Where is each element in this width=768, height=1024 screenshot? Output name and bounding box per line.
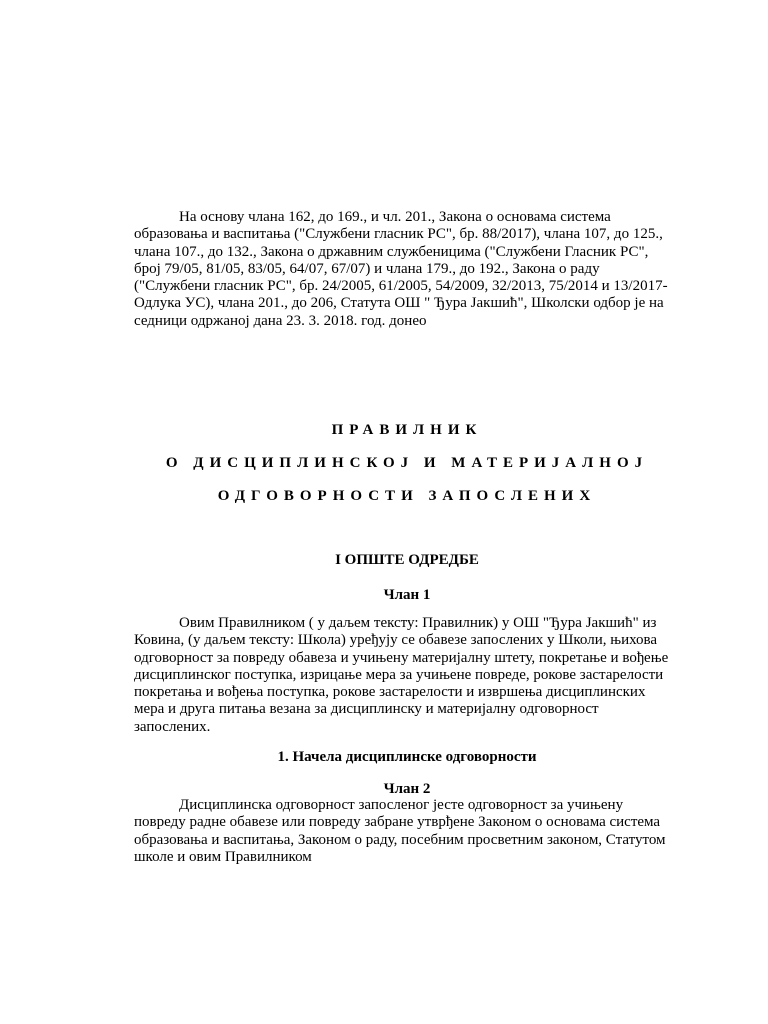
preamble-line: На основу члана 162, до 169., и чл. 201., Закона о основама система	[179, 209, 611, 225]
article-1-paragraph	[134, 615, 680, 736]
preamble-line: седници одржаној дана 23. 3. 2018. год. донео	[134, 312, 427, 329]
preamble-line: образовања и васпитања ("Службени гласник РС", бр. 88/2017), члана 107, до 125.,	[134, 226, 663, 243]
document-subtitle-2: ОДГОВОРНОСТИ ЗАПОСЛЕНИХ	[217, 488, 597, 504]
article-line: запослених.	[134, 718, 211, 735]
preamble-paragraph	[134, 209, 680, 330]
document-title: ПРАВИЛНИК	[331, 422, 483, 438]
article-line: покретања и вођења поступка, рокове застарелости и извршења дисциплинских	[134, 684, 646, 701]
article-line: одговорност за повреду обавеза и учињену материјалну штету, покретање и вођење	[134, 649, 669, 666]
article-line: Овим Правилником ( у даљем тексту: Правилник) у ОШ "Ђура Јакшић" из	[179, 615, 657, 631]
article-2-paragraph	[134, 797, 680, 866]
article-line: мера и друга питања везана за дисциплинску и материјалну одговорност	[134, 701, 599, 718]
article-line: Ковина, (у даљем тексту: Школа) уређују се обавезе запослених у Школи, њихова	[134, 632, 658, 649]
article-line: школе и овим Правилником	[134, 848, 312, 865]
preamble-line: Одлука УС), члана 201., до 206, Статута ОШ " Ђура Јакшић", Школски одбор је на	[134, 295, 664, 312]
document-subtitle: О ДИСЦИПЛИНСКОЈ И МАТЕРИЈАЛНОЈ	[165, 455, 649, 471]
article-1-heading: Члан 1	[383, 587, 431, 603]
preamble-line: ("Службени гласник РС", бр. 24/2005, 61/2005, 54/2009, 32/2013, 75/2014 и 13/2017-	[134, 278, 668, 295]
article-2-heading: Члан 2	[383, 781, 431, 797]
article-line: образовања и васпитања, Законом о раду, посебним просветним законом, Статутом	[134, 831, 666, 848]
article-line: Дисциплинска одговорност запосленог јесте одговорност за учињену	[179, 797, 624, 813]
subsection-heading: 1. Начела дисциплинске одговорности	[277, 749, 537, 765]
preamble-line: члана 107., до 132., Закона о државним службеницима ("Службени Гласник РС",	[134, 243, 649, 260]
article-line: повреду радне обавезе или повреду забране утврђене Законом о основама система	[134, 814, 661, 831]
preamble-line: број 79/05, 81/05, 83/05, 64/07, 67/07) и члана 179., до 192., Закона о раду	[134, 260, 600, 277]
article-line: дисциплинског поступка, изрицање мера за учињене повреде, рокове застарелости	[134, 666, 664, 683]
section-heading: I ОПШТЕ ОДРЕДБЕ	[335, 552, 479, 568]
